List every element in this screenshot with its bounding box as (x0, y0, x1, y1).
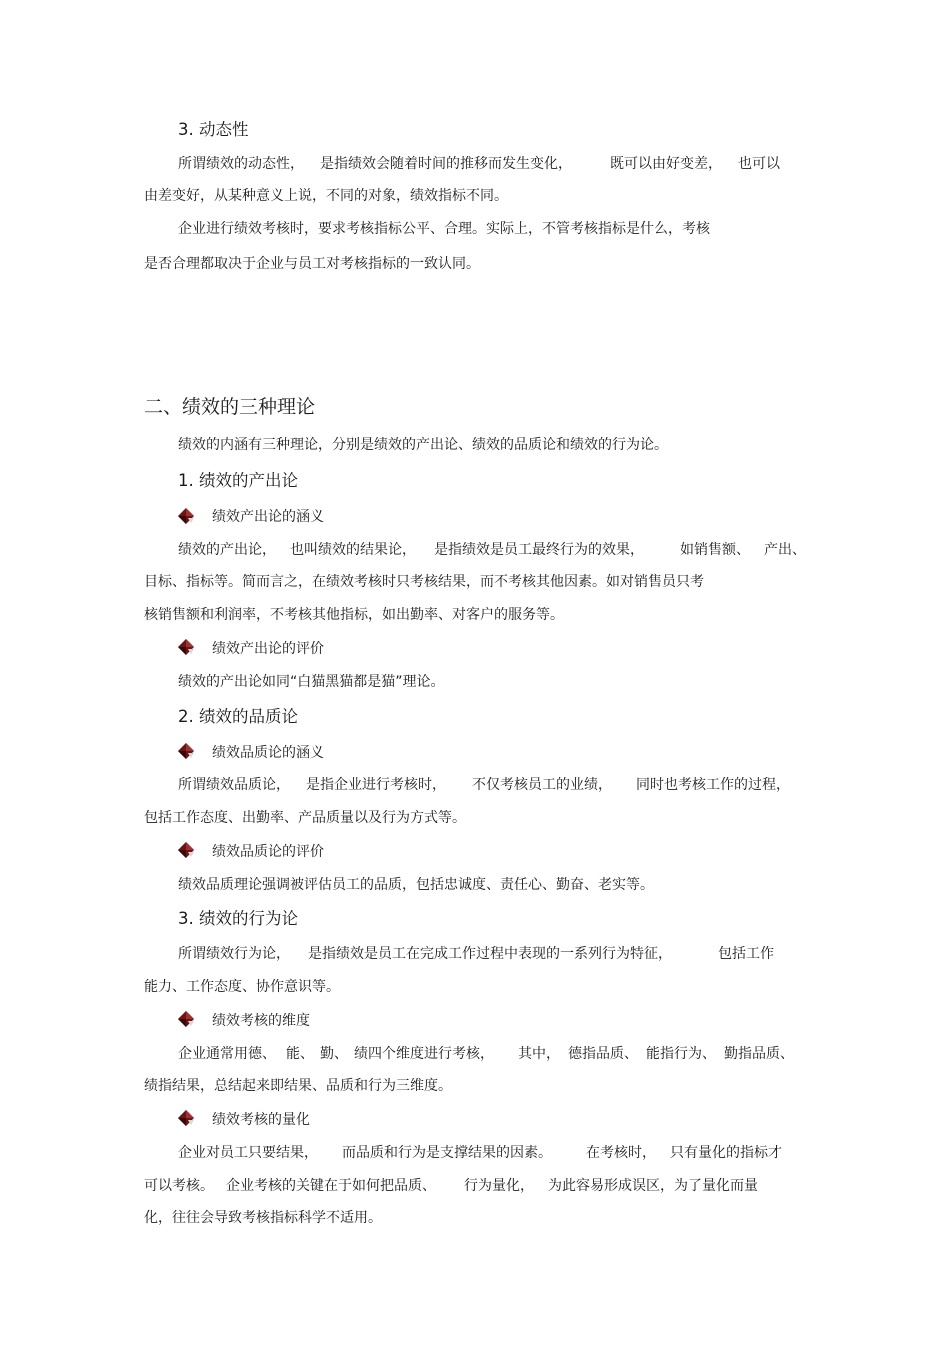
text-run: 而品质和行为是支撑结果的因素。 (342, 1145, 552, 1161)
text-run: 行为量化， (464, 1178, 534, 1194)
text-run: 也可以 (738, 156, 780, 172)
text-run: 既可以由好变差， (610, 156, 722, 172)
section-heading: 2. 绩效的品质论 (178, 707, 298, 726)
paragraph-line: 是否合理都取决于企业与员工对考核指标的一致认同。 (144, 256, 480, 272)
diamond-bullet-icon (176, 742, 196, 760)
paragraph-line (178, 541, 806, 559)
paragraph-line (178, 776, 790, 794)
bullet-label: 绩效考核的维度 (212, 1013, 310, 1029)
section-heading: 3. 动态性 (178, 120, 249, 139)
diamond-bullet-icon (176, 1010, 196, 1028)
paragraph-line: 目标、指标等。简而言之，在绩效考核时只考核结果，而不考核其他因素。如对销售员只考 (144, 574, 704, 590)
paragraph-line: 由差变好，从某种意义上说，不同的对象，绩效指标不同。 (144, 188, 508, 204)
paragraph-line (144, 1177, 758, 1195)
text-run: 如销售额、 (680, 542, 750, 558)
paragraph-line: 企业进行绩效考核时，要求考核指标公平、合理。实际上，不管考核指标是什么，考核 (178, 221, 710, 237)
text-run: 能指行为、 (646, 1046, 716, 1062)
text-run: 同时也考核工作的过程， (636, 777, 790, 793)
paragraph-line: 绩指结果，总结起来即结果、品质和行为三维度。 (144, 1078, 452, 1094)
text-run: 绩四个维度进行考核， (354, 1046, 494, 1062)
text-run: 只有量化的指标才 (670, 1145, 782, 1161)
diamond-bullet-icon (176, 638, 196, 656)
text-run: 是指绩效是员工在完成工作过程中表现的一系列行为特征， (308, 946, 672, 962)
text-run: 绩效的产出论， (178, 542, 276, 558)
text-run: 包括工作 (718, 946, 774, 962)
section-heading: 3. 绩效的行为论 (178, 909, 298, 928)
paragraph-line: 绩效的产出论如同“白猫黑猫都是猫”理论。 (178, 674, 445, 690)
text-run: 产出、 (764, 542, 806, 558)
paragraph-line: 绩效的内涵有三种理论，分别是绩效的产出论、绩效的品质论和绩效的行为论。 (178, 437, 668, 453)
paragraph-line (178, 155, 780, 173)
bullet-label: 绩效考核的量化 (212, 1112, 310, 1128)
section-heading: 1. 绩效的产出论 (178, 471, 298, 490)
text-run: 为此容易形成误区，为了量化而量 (548, 1178, 758, 1194)
paragraph-line (178, 945, 774, 963)
chapter-heading: 二、绩效的三种理论 (144, 396, 316, 418)
diamond-bullet-icon (176, 841, 196, 859)
diamond-bullet-icon (176, 507, 196, 525)
paragraph-line: 绩效品质理论强调被评估员工的品质，包括忠诚度、责任心、勤奋、老实等。 (178, 877, 654, 893)
text-run: 是指绩效会随着时间的推移而发生变化， (320, 156, 572, 172)
paragraph-line: 包括工作态度、出勤率、产品质量以及行为方式等。 (144, 810, 466, 826)
bullet-label: 绩效品质论的评价 (212, 844, 324, 860)
text-run: 不仅考核员工的业绩， (472, 777, 612, 793)
text-run: 其中， (518, 1046, 560, 1062)
paragraph-line: 核销售额和利润率，不考核其他指标，如出勤率、对客户的服务等。 (144, 607, 564, 623)
paragraph-line: 化，往往会导致考核指标科学不适用。 (144, 1210, 382, 1226)
paragraph-line (178, 1045, 794, 1063)
paragraph-line: 能力、工作态度、协作意识等。 (144, 979, 340, 995)
text-run: 所谓绩效品质论， (178, 777, 290, 793)
bullet-label: 绩效产出论的评价 (212, 641, 324, 657)
text-run: 德指品质、 (568, 1046, 638, 1062)
paragraph-line (178, 1144, 782, 1162)
bullet-label: 绩效品质论的涵义 (212, 745, 324, 761)
text-run: 所谓绩效行为论， (178, 946, 290, 962)
text-run: 勤、 (320, 1046, 348, 1062)
text-run: 企业考核的关键在于如何把品质、 (226, 1178, 436, 1194)
text-run: 可以考核。 (144, 1178, 214, 1194)
diamond-bullet-icon (176, 1109, 196, 1127)
text-run: 所谓绩效的动态性， (178, 156, 304, 172)
text-run: 勤指品质、 (724, 1046, 794, 1062)
text-run: 在考核时， (586, 1145, 656, 1161)
bullet-label: 绩效产出论的涵义 (212, 509, 324, 525)
text-run: 也叫绩效的结果论， (290, 542, 416, 558)
text-run: 企业通常用德、 (178, 1046, 276, 1062)
text-run: 是指企业进行考核时， (306, 777, 446, 793)
text-run: 能、 (286, 1046, 314, 1062)
text-run: 是指绩效是员工最终行为的效果， (434, 542, 644, 558)
text-run: 企业对员工只要结果， (178, 1145, 318, 1161)
